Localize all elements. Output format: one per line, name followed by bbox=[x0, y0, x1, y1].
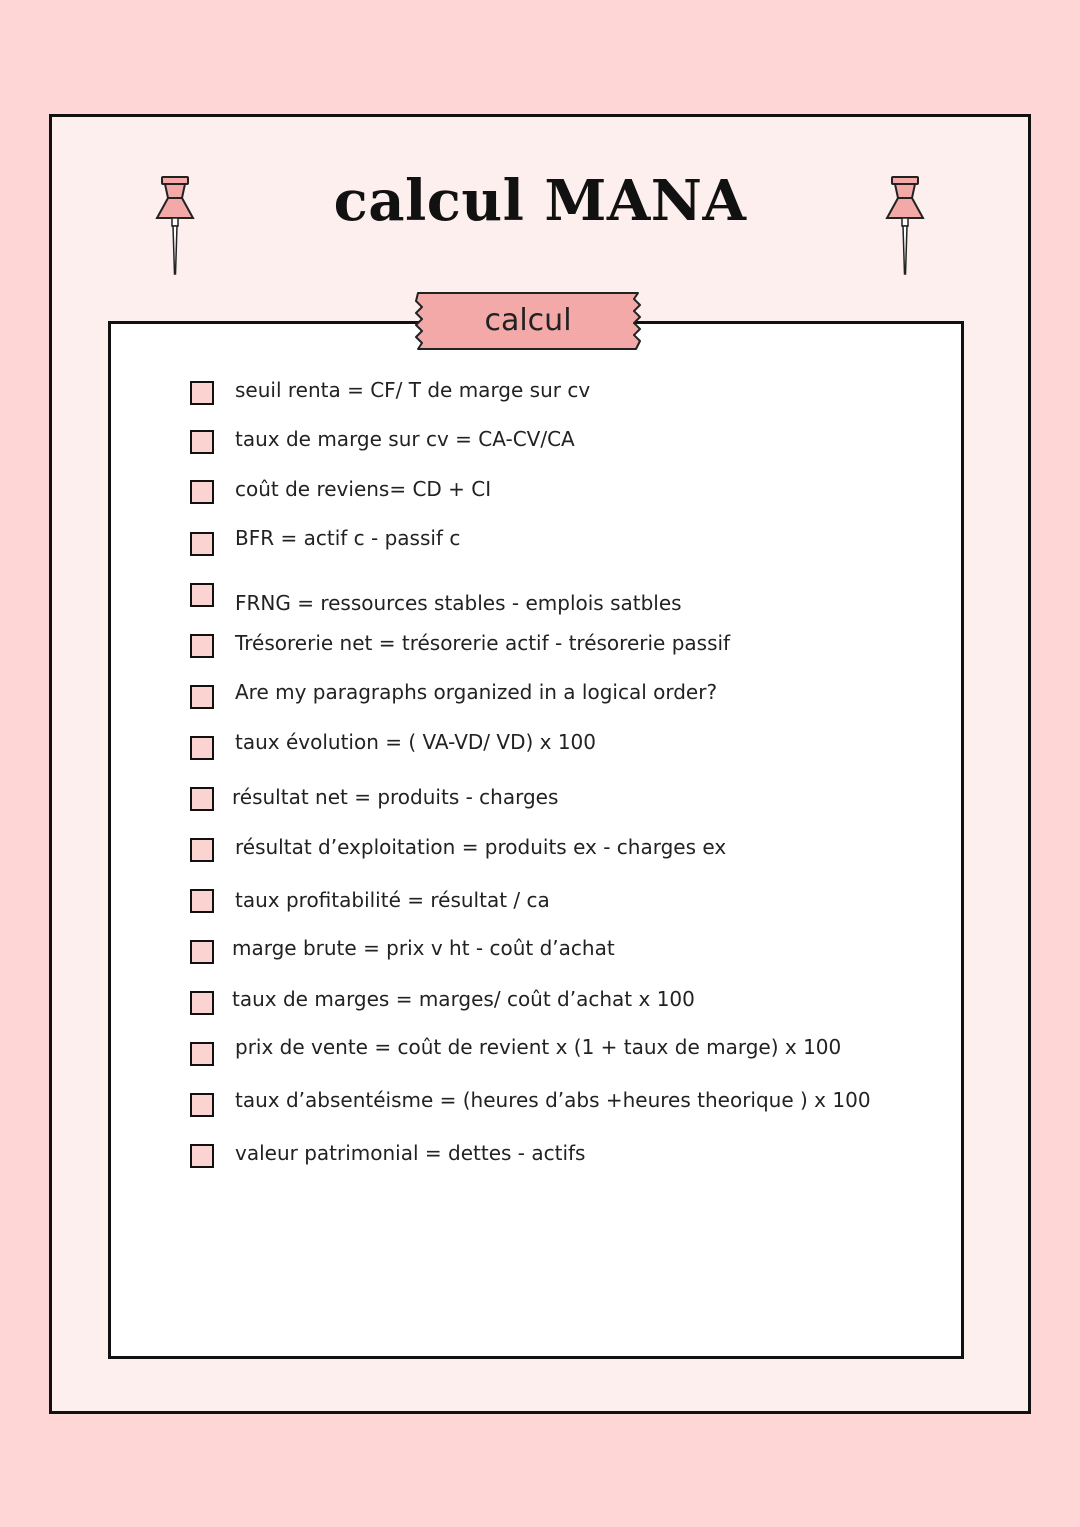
checklist-item-label: prix de vente = coût de revient x (1 + taux de marge) x 100 bbox=[235, 1035, 842, 1059]
checklist-item-label: taux de marge sur cv = CA-CV/CA bbox=[235, 427, 575, 451]
checkbox[interactable] bbox=[190, 480, 214, 504]
checkbox[interactable] bbox=[190, 634, 214, 658]
section-label: calcul bbox=[484, 303, 572, 338]
checklist-item-label: taux de marges = marges/ coût d’achat x 100 bbox=[232, 987, 695, 1011]
checklist-item-label: marge brute = prix v ht - coût d’achat bbox=[232, 936, 615, 960]
page-title: calcul MANA bbox=[333, 168, 747, 234]
checkbox[interactable] bbox=[190, 685, 214, 709]
checkbox[interactable] bbox=[190, 889, 214, 913]
checkbox[interactable] bbox=[190, 1042, 214, 1066]
checkbox[interactable] bbox=[190, 430, 214, 454]
checklist-item-label: taux profitabilité = résultat / ca bbox=[235, 888, 550, 912]
checkbox[interactable] bbox=[190, 940, 214, 964]
checkbox[interactable] bbox=[190, 583, 214, 607]
checklist-item-label: Trésorerie net = trésorerie actif - trésorerie passif bbox=[235, 631, 731, 655]
checklist-item-label: coût de reviens= CD + CI bbox=[235, 477, 492, 501]
checkbox[interactable] bbox=[190, 381, 214, 405]
checkbox[interactable] bbox=[190, 787, 214, 811]
checklist-item-label: FRNG = ressources stables - emplois satbles bbox=[235, 591, 682, 615]
checkbox[interactable] bbox=[190, 532, 214, 556]
checklist-item-label: seuil renta = CF/ T de marge sur cv bbox=[235, 378, 591, 402]
checkbox[interactable] bbox=[190, 991, 214, 1015]
checklist-item-label: Are my paragraphs organized in a logical order? bbox=[235, 680, 718, 704]
checkbox[interactable] bbox=[190, 838, 214, 862]
checklist-item-label: résultat net = produits - charges bbox=[232, 785, 559, 809]
checklist-item-label: résultat d’exploitation = produits ex - charges ex bbox=[235, 835, 727, 859]
checklist-item-label: BFR = actif c - passif c bbox=[235, 526, 461, 550]
checkbox[interactable] bbox=[190, 1144, 214, 1168]
checkbox[interactable] bbox=[190, 736, 214, 760]
checkbox[interactable] bbox=[190, 1093, 214, 1117]
checklist-item-label: valeur patrimonial = dettes - actifs bbox=[235, 1141, 586, 1165]
checklist-item-label: taux évolution = ( VA-VD/ VD) x 100 bbox=[235, 730, 596, 754]
pushpin-icon bbox=[880, 174, 930, 278]
checklist-item-label: taux d’absentéisme = (heures d’abs +heures theorique ) x 100 bbox=[235, 1088, 871, 1112]
